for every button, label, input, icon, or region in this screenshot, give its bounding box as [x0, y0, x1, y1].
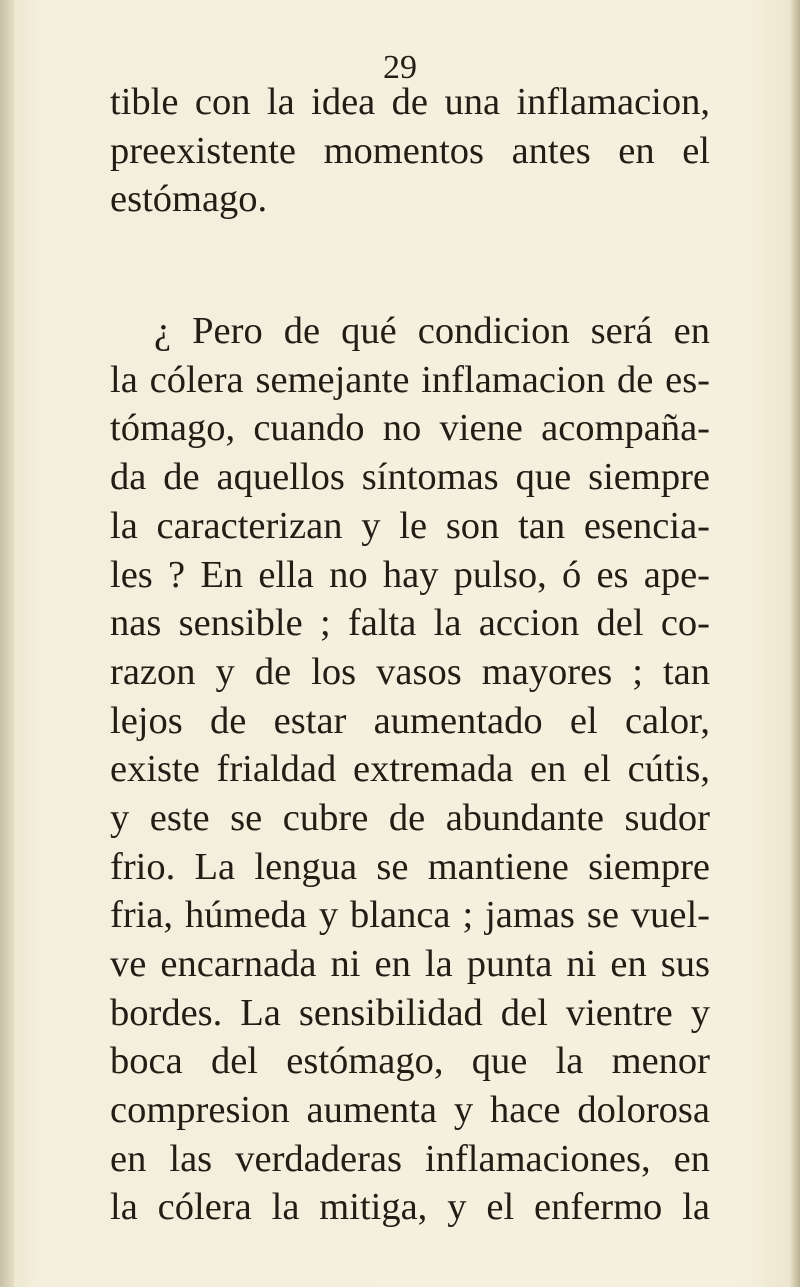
page-binding-edge	[0, 0, 14, 1287]
text-line: existe frialdad extremada en el cútis,	[110, 748, 710, 791]
text-line: y este se cubre de abundante sudor	[110, 796, 710, 839]
body-text	[110, 78, 710, 1232]
paragraph-gap	[110, 224, 710, 307]
text-line: ¿ Pero de qué condicion será en	[154, 310, 710, 353]
text-line: razon y de los vasos mayores ; tan	[110, 650, 710, 693]
text-line: nas sensible ; falta la accion del co-	[110, 602, 710, 645]
text-line: ve encarnada ni en la punta ni en sus	[110, 943, 710, 985]
text-line: compresion aumenta y hace dolorosa	[110, 1089, 710, 1132]
page-number: 29	[383, 49, 417, 86]
text-line: la caracterizan y le son tan esencia-	[110, 504, 710, 547]
page-outer-edge	[790, 0, 800, 1287]
text-line: da de aquellos síntomas que siempre	[110, 456, 710, 499]
text-line: les ? En ella no hay pulso, ó es ape-	[110, 553, 710, 596]
text-line: fria, húmeda y blanca ; jamas se vuel-	[110, 894, 710, 937]
text-line: lejos de estar aumentado el calor,	[110, 699, 710, 742]
text-line: la cólera la mitiga, y el enfermo la	[110, 1186, 710, 1229]
text-line: la cólera semejante inflamacion de es-	[110, 358, 710, 401]
text-line: en las verdaderas inflamaciones, en	[110, 1137, 710, 1180]
paragraph-2	[110, 307, 710, 1232]
text-line: tible con la idea de una inflamacion,	[110, 81, 710, 123]
text-line: bordes. La sensibilidad del vientre y	[110, 991, 710, 1034]
text-line: preexistente momentos antes en el	[110, 129, 710, 172]
text-line: tómago, cuando no viene acompaña-	[110, 407, 710, 450]
text-line: estómago.	[110, 178, 268, 221]
text-line: boca del estómago, que la menor	[110, 1040, 710, 1083]
text-line: frio. La lengua se mantiene siempre	[110, 845, 710, 888]
paragraph-1	[110, 78, 710, 224]
